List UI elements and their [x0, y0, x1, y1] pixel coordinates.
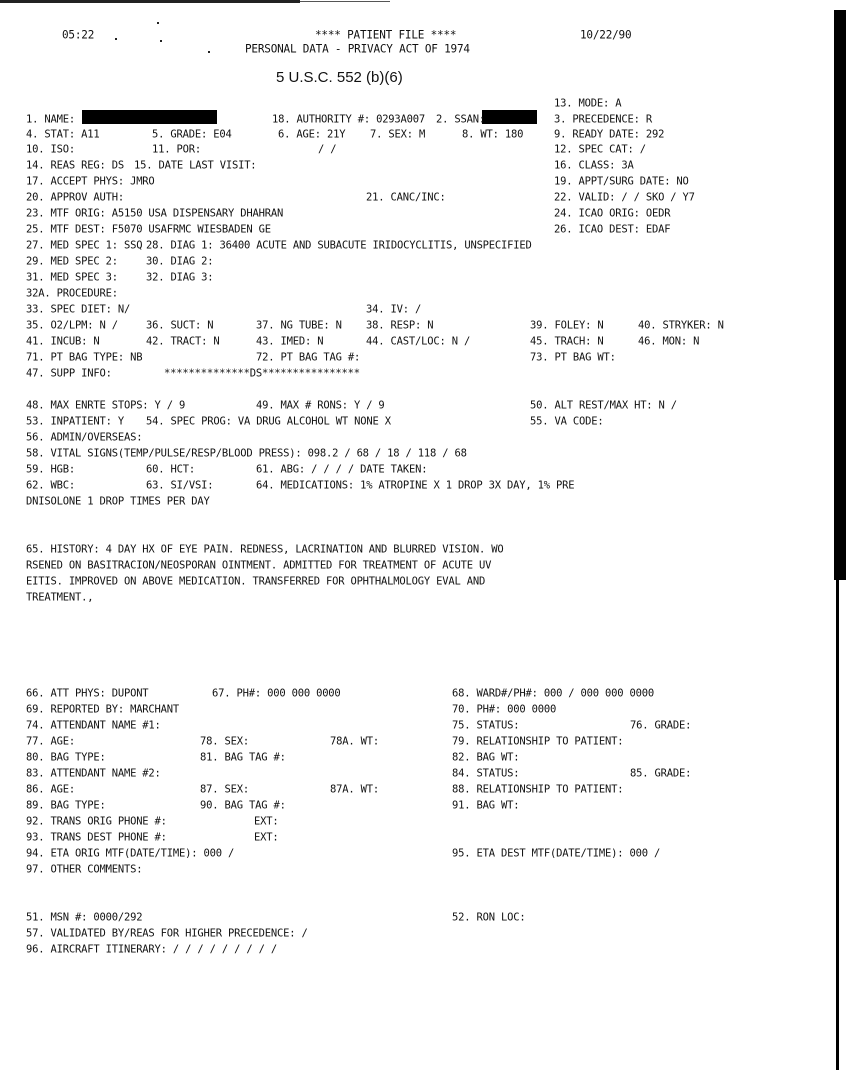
field-42-tract: 42. TRACT: N [146, 335, 220, 348]
field-19-appt-surg-date: 19. APPT/SURG DATE: NO [554, 175, 689, 188]
scan-edge-right-lower [836, 580, 839, 1070]
field-72-pt-bag-tag: 72. PT BAG TAG #: [256, 351, 361, 364]
ssan-redaction [482, 110, 537, 124]
field-74-attendant-name-1: 74. ATTENDANT NAME #1: [26, 719, 161, 732]
field-59-hgb: 59. HGB: [26, 463, 75, 476]
field-46-mon: 46. MON: N [638, 335, 700, 348]
field-85-grade: 85. GRADE: [630, 767, 692, 780]
field-86-age: 86. AGE: [26, 783, 75, 796]
field-1-name: 1. NAME: [26, 113, 75, 126]
header-title: **** PATIENT FILE **** [315, 27, 457, 42]
field-65-history-3: EITIS. IMPROVED ON ABOVE MEDICATION. TRANSFERRED FOR OPHTHALMOLOGY EVAL AND [26, 575, 486, 588]
field-68-ward-ph: 68. WARD#/PH#: 000 / 000 000 0000 [452, 687, 655, 700]
field-por-slashes: / / [318, 143, 337, 156]
scan-speck [208, 51, 210, 53]
scan-speck [157, 22, 159, 24]
field-80-bag-type: 80. BAG TYPE: [26, 751, 106, 764]
field-60-hct: 60. HCT: [146, 463, 195, 476]
field-45-trach: 45. TRACH: N [530, 335, 604, 348]
field-24-icao-orig: 24. ICAO ORIG: OEDR [554, 207, 671, 220]
field-47-supp-info-value: **************DS**************** [164, 367, 360, 380]
field-75-status: 75. STATUS: [452, 719, 520, 732]
scan-speck [115, 38, 117, 40]
field-67-ph: 67. PH#: 000 000 0000 [212, 687, 341, 700]
field-93-ext: EXT: [254, 831, 279, 844]
field-56-admin-overseas: 56. ADMIN/OVERSEAS: [26, 431, 143, 444]
header-date: 10/22/90 [580, 27, 632, 42]
privacy-stamp: 5 U.S.C. 552 (b)(6) [276, 69, 403, 86]
field-29-med-spec-2: 29. MED SPEC 2: [26, 255, 118, 268]
field-89-bag-type: 89. BAG TYPE: [26, 799, 106, 812]
field-2-ssan: 2. SSAN: [436, 113, 485, 126]
field-7-sex: 7. SEX: M [370, 128, 426, 141]
field-71-pt-bag-type: 71. PT BAG TYPE: NB [26, 351, 143, 364]
field-78a-wt: 78A. WT: [330, 735, 379, 748]
field-23-mtf-orig: 23. MTF ORIG: A5150 USA DISPENSARY DHAHRAN [26, 207, 284, 220]
field-40-stryker: 40. STRYKER: N [638, 319, 724, 332]
field-25-mtf-dest: 25. MTF DEST: F5070 USAFRMC WIESBADEN GE [26, 223, 271, 236]
field-22-valid: 22. VALID: / / SKO / Y7 [554, 191, 695, 204]
field-47-supp-info: 47. SUPP INFO: [26, 367, 112, 380]
field-31-med-spec-3: 31. MED SPEC 3: [26, 271, 118, 284]
name-redaction [82, 110, 217, 124]
field-13-mode: 13. MODE: A [554, 97, 622, 110]
field-20-approv-auth: 20. APPROV AUTH: [26, 191, 124, 204]
field-44-cast-loc: 44. CAST/LOC: N / [366, 335, 471, 348]
field-66-att-phys: 66. ATT PHYS: DUPONT [26, 687, 149, 700]
field-70-ph: 70. PH#: 000 0000 [452, 703, 557, 716]
field-73-pt-bag-wt: 73. PT BAG WT: [530, 351, 616, 364]
field-93-trans-dest-phone: 93. TRANS DEST PHONE #: [26, 831, 167, 844]
field-79-relationship: 79. RELATIONSHIP TO PATIENT: [452, 735, 624, 748]
field-76-grade: 76. GRADE: [630, 719, 692, 732]
field-39-foley: 39. FOLEY: N [530, 319, 604, 332]
field-97-other-comments: 97. OTHER COMMENTS: [26, 863, 143, 876]
field-83-attendant-name-2: 83. ATTENDANT NAME #2: [26, 767, 161, 780]
field-17-accept-phys: 17. ACCEPT PHYS: JMRO [26, 175, 155, 188]
field-65-history-4: TREATMENT., [26, 591, 94, 604]
field-87-sex: 87. SEX: [200, 783, 249, 796]
header-subtitle: PERSONAL DATA - PRIVACY ACT OF 1974 [245, 41, 470, 56]
field-9-ready-date: 9. READY DATE: 292 [554, 128, 665, 141]
field-92-ext: EXT: [254, 815, 279, 828]
field-91-bag-wt: 91. BAG WT: [452, 799, 520, 812]
field-38-resp: 38. RESP: N [366, 319, 434, 332]
field-95-eta-dest-mtf: 95. ETA DEST MTF(DATE/TIME): 000 / [452, 847, 661, 860]
scan-edge-right [834, 10, 846, 580]
scan-speck [160, 40, 162, 42]
field-65-history-2: RSENED ON BASITRACION/NEOSPORAN OINTMENT. ADMITTED FOR TREATMENT OF ACUTE UV [26, 559, 492, 572]
field-49-max-rons: 49. MAX # RONS: Y / 9 [256, 399, 385, 412]
field-82-bag-wt: 82. BAG WT: [452, 751, 520, 764]
field-3-precedence: 3. PRECEDENCE: R [554, 113, 652, 126]
field-14-reas-reg: 14. REAS REG: DS [26, 159, 124, 172]
field-32a-procedure: 32A. PROCEDURE: [26, 287, 118, 300]
field-4-stat: 4. STAT: A11 [26, 128, 100, 141]
field-90-bag-tag: 90. BAG TAG #: [200, 799, 286, 812]
field-58-vital-signs: 58. VITAL SIGNS(TEMP/PULSE/RESP/BLOOD PRESS): 098.2 / 68 / 18 / 118 / 68 [26, 447, 467, 460]
field-37-ng-tube: 37. NG TUBE: N [256, 319, 342, 332]
field-33-spec-diet: 33. SPEC DIET: N/ [26, 303, 131, 316]
field-55-va-code: 55. VA CODE: [530, 415, 604, 428]
scan-edge-top [0, 0, 300, 3]
field-96-aircraft-itinerary: 96. AIRCRAFT ITINERARY: / / / / / / / / / [26, 943, 277, 956]
field-50-alt-rest-max-ht: 50. ALT REST/MAX HT: N / [530, 399, 677, 412]
field-15-date-last-visit: 15. DATE LAST VISIT: [134, 159, 257, 172]
field-51-msn: 51. MSN #: 0000/292 [26, 911, 143, 924]
field-43-imed: 43. IMED: N [256, 335, 324, 348]
field-41-incub: 41. INCUB: N [26, 335, 100, 348]
field-36-suct: 36. SUCT: N [146, 319, 214, 332]
field-92-trans-orig-phone: 92. TRANS ORIG PHONE #: [26, 815, 167, 828]
field-84-status: 84. STATUS: [452, 767, 520, 780]
field-16-class: 16. CLASS: 3A [554, 159, 634, 172]
field-64-medications: 64. MEDICATIONS: 1% ATROPINE X 1 DROP 3X DAY, 1% PRE [256, 479, 575, 492]
header-time: 05:22 [62, 27, 95, 42]
field-5-grade: 5. GRADE: E04 [152, 128, 232, 141]
scan-edge-top-thin [300, 1, 390, 2]
field-53-inpatient: 53. INPATIENT: Y [26, 415, 124, 428]
field-87a-wt: 87A. WT: [330, 783, 379, 796]
field-64-medications-cont: DNISOLONE 1 DROP TIMES PER DAY [26, 495, 210, 508]
field-6-age: 6. AGE: 21Y [278, 128, 346, 141]
field-57-validated-by: 57. VALIDATED BY/REAS FOR HIGHER PRECEDENCE: / [26, 927, 308, 940]
field-88-relationship: 88. RELATIONSHIP TO PATIENT: [452, 783, 624, 796]
field-32-diag-3: 32. DIAG 3: [146, 271, 214, 284]
field-48-max-enrte-stops: 48. MAX ENRTE STOPS: Y / 9 [26, 399, 186, 412]
field-61-abg: 61. ABG: / / / / DATE TAKEN: [256, 463, 428, 476]
field-52-ron-loc: 52. RON LOC: [452, 911, 526, 924]
field-11-por: 11. POR: [152, 143, 201, 156]
field-62-wbc: 62. WBC: [26, 479, 75, 492]
field-63-si-vsi: 63. SI/VSI: [146, 479, 214, 492]
field-12-spec-cat: 12. SPEC CAT: / [554, 143, 646, 156]
field-81-bag-tag: 81. BAG TAG #: [200, 751, 286, 764]
field-27-med-spec-1: 27. MED SPEC 1: SSQ [26, 239, 143, 252]
field-54-spec-prog: 54. SPEC PROG: VA DRUG ALCOHOL WT NONE X [146, 415, 391, 428]
field-94-eta-orig-mtf: 94. ETA ORIG MTF(DATE/TIME): 000 / [26, 847, 235, 860]
field-28-diag-1: 28. DIAG 1: 36400 ACUTE AND SUBACUTE IRIDOCYCLITIS, UNSPECIFIED [146, 239, 532, 252]
field-21-canc-inc: 21. CANC/INC: [366, 191, 446, 204]
field-10-iso: 10. ISO: [26, 143, 75, 156]
field-65-history-1: 65. HISTORY: 4 DAY HX OF EYE PAIN. REDNESS, LACRINATION AND BLURRED VISION. WO [26, 543, 504, 556]
field-77-age: 77. AGE: [26, 735, 75, 748]
field-18-authority: 18. AUTHORITY #: 0293A007 [272, 113, 426, 126]
field-30-diag-2: 30. DIAG 2: [146, 255, 214, 268]
field-78-sex: 78. SEX: [200, 735, 249, 748]
field-8-wt: 8. WT: 180 [462, 128, 524, 141]
field-34-iv: 34. IV: / [366, 303, 422, 316]
field-69-reported-by: 69. REPORTED BY: MARCHANT [26, 703, 180, 716]
field-26-icao-dest: 26. ICAO DEST: EDAF [554, 223, 671, 236]
field-35-o2-lpm: 35. O2/LPM: N / [26, 319, 118, 332]
